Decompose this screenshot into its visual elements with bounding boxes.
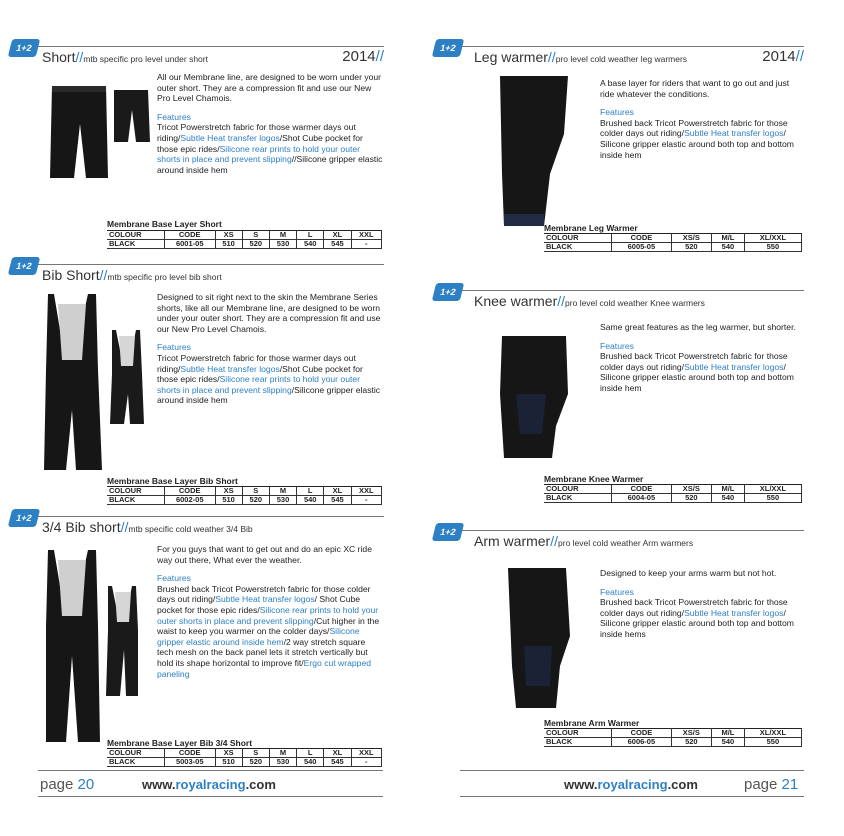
year-label: 2014// <box>342 48 384 65</box>
section-header <box>12 261 384 286</box>
knee-warmer-product-image <box>496 334 572 460</box>
size-table: COLOUR CODE XS/S M/L XL/XXL BLACK 6005-05 520 540 550 <box>544 233 802 252</box>
leg-warmer-description: A base layer for riders that want to go out and just ride whatever the conditions. Features Brushed back Tricot Powerstretch fabric for those colder days out riding/Subtle Heat transfer logos/ Silicone gripper elastic around both top and bottom inside hem <box>600 78 794 160</box>
section-header <box>12 43 384 68</box>
short-product-image <box>44 84 152 180</box>
page-number: page 20 <box>40 776 95 793</box>
product-name: Membrane Base Layer Bib 3/4 Short <box>107 738 253 748</box>
section-header <box>436 527 804 552</box>
page-number: page 21 <box>744 776 799 793</box>
size-table: COLOUR CODE XS/S M/L XL/XXL BLACK 6006-05 520 540 550 <box>544 728 802 747</box>
three-quarter-bib-product-image <box>40 546 152 746</box>
royal-badge-icon: 1+2 <box>8 509 40 527</box>
bib-short-description: Designed to sit right next to the skin the Membrane Series shorts, like all our Membrane line, are designed to be worn under your outer short. They are a compression fit and use our New Pro Level Chamois. Features Tricot Powerstretch fabric for those warmer days out riding/Subtle Heat transfer logos/Shot Cube pocket for those epic rides/Silicone rear prints to hold your outer shorts in place and prevent slipping/Silicone gripper elastic around inside hem <box>157 292 381 406</box>
section-title: Arm warmer//pro level cold weather Arm warmers <box>474 533 694 549</box>
product-name: Membrane Knee Warmer <box>544 474 644 484</box>
royal-badge-icon: 1+2 <box>8 257 40 275</box>
size-table: COLOUR CODE XS S M L XL XXL BLACK 6001-05 510 520 530 540 545 - <box>107 230 382 249</box>
size-table: COLOUR CODE XS S M L XL XXL BLACK 5003-05 510 520 530 540 545 - <box>107 748 382 767</box>
footer-rule <box>38 770 383 771</box>
product-name: Membrane Leg Warmer <box>544 223 638 233</box>
footer-rule-bottom <box>38 796 383 797</box>
product-name: Membrane Base Layer Bib Short <box>107 476 238 486</box>
section-title: 3/4 Bib short//mtb specific cold weather 3/4 Bib <box>42 519 253 535</box>
size-table: COLOUR CODE XS/S M/L XL/XXL BLACK 6004-05 520 540 550 <box>544 484 802 503</box>
section-title: Knee warmer//pro level cold weather Knee warmers <box>474 293 705 309</box>
section-header <box>12 513 384 538</box>
section-header <box>436 287 804 312</box>
product-name: Membrane Base Layer Short <box>107 219 222 229</box>
knee-warmer-description: Same great features as the leg warmer, but shorter. Features Brushed back Tricot Powerstretch fabric for those colder days out riding/Subtle Heat transfer logos/ Silicone gripper elastic around both top and bottom inside hem <box>600 322 796 393</box>
website-url[interactable]: www.royalracing.com <box>564 777 698 792</box>
size-table: COLOUR CODE XS S M L XL XXL BLACK 6002-05 510 520 530 540 545 - <box>107 486 382 505</box>
short-description: All our Membrane line, are designed to be worn under your outer short. They are a compression fit and use our New Pro Level Chamois. Features Tricot Powerstretch fabric for those warmer days out riding/Subtle Heat transfer logos/Shot Cube pocket for those epic rides/Silicone rear prints to hold your outer shorts in place and prevent slipping//Silicone gripper elastic around inside hem <box>157 72 383 175</box>
section-title: Leg warmer//pro level cold weather leg warmers <box>474 49 688 65</box>
royal-badge-icon: 1+2 <box>432 523 464 541</box>
section-header <box>436 43 804 68</box>
arm-warmer-product-image <box>504 566 574 712</box>
year-label: 2014// <box>762 48 804 65</box>
three-quarter-bib-description: For you guys that want to get out and do an epic XC ride way out there, What ever the weather. Features Brushed back Tricot Powerstretch fabric for those colder days out riding/Subtle Heat transfer logos/ Shot Cube pocket for those epic rides/Silicone rear prints to hold your outer shorts in place and prevent slipping/Cut higher in the waist to keep you warmer on the colder days/Silicone gripper elastic around inside hem/2 way stretch square tech mesh on the back panel lets it stretch vertically but hold its shape horizontal to improve fit/Ergo cut wrapped paneling <box>157 544 380 679</box>
product-name: Membrane Arm Warmer <box>544 718 640 728</box>
royal-badge-icon: 1+2 <box>432 39 464 57</box>
arm-warmer-description: Designed to keep your arms warm but not hot. Features Brushed back Tricot Powerstretch fabric for those colder days out riding/Subtle Heat transfer logos/ Silicone gripper elastic around both top and bottom inside hems <box>600 568 794 639</box>
leg-warmer-product-image <box>494 74 574 230</box>
section-title: Short//mtb specific pro level under short <box>42 49 208 65</box>
royal-badge-icon: 1+2 <box>432 283 464 301</box>
bib-short-product-image <box>40 290 152 474</box>
footer-rule <box>460 770 804 771</box>
website-url[interactable]: www.royalracing.com <box>142 777 276 792</box>
royal-badge-icon: 1+2 <box>8 39 40 57</box>
footer-rule-bottom <box>460 796 804 797</box>
section-title: Bib Short//mtb specific pro level bib short <box>42 267 222 283</box>
